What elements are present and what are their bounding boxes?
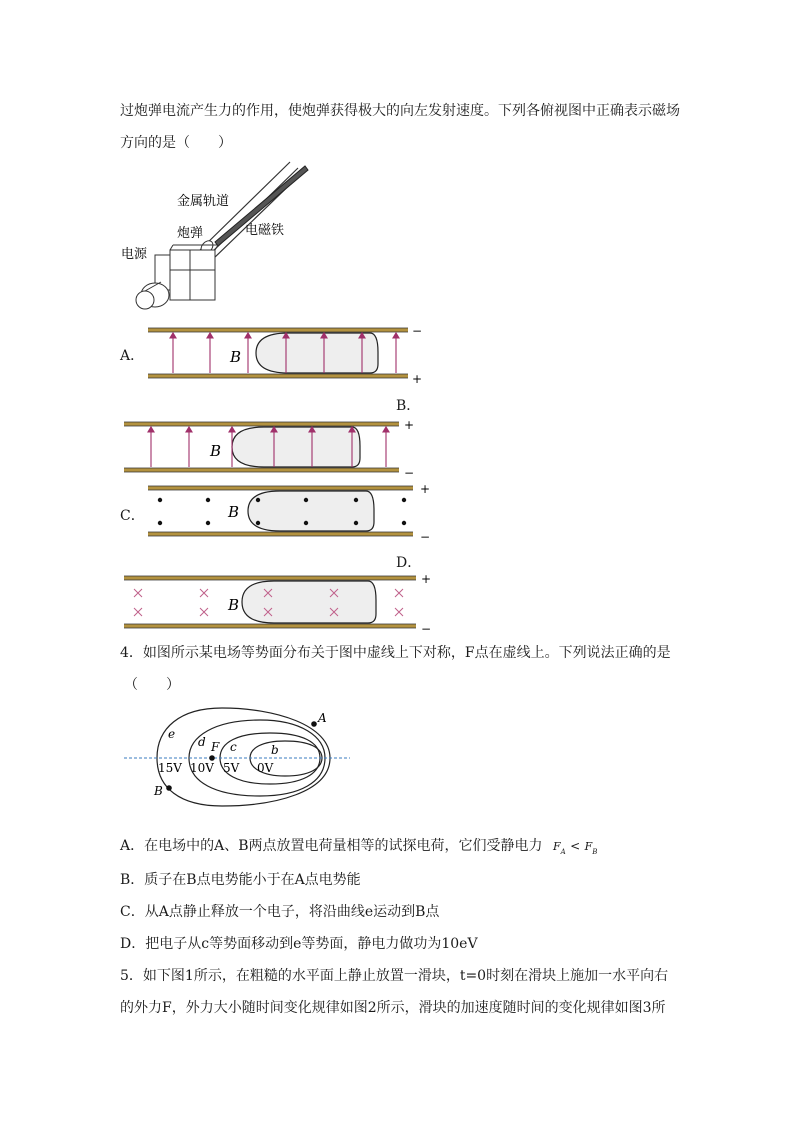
curve-b-label: b — [271, 743, 279, 757]
q3-option-a-label: A． — [120, 348, 145, 364]
sign-c-bottom: − — [420, 530, 431, 542]
point-b-label: B — [154, 784, 163, 798]
q4-option-b: B．质子在B点电势能小于在A点电势能 — [120, 872, 361, 888]
q3-option-b-label: B． — [396, 398, 421, 414]
sign-a-bottom: + — [412, 372, 423, 386]
q4-equipotential-figure — [120, 700, 360, 810]
field-label-d: B — [228, 596, 240, 614]
q4-stem-line2: （ ） — [124, 677, 180, 693]
sign-b-bottom: − — [404, 466, 415, 478]
voltage-15v: 15V — [158, 761, 182, 775]
q4-option-d: D．把电子从c等势面移动到e等势面，静电力做功为10eV — [120, 936, 478, 952]
q4-option-a-formula-f1: F — [552, 840, 561, 853]
q4-option-a-sub-a: A — [560, 847, 566, 856]
voltage-5v: 5V — [223, 761, 240, 775]
field-label-a: B — [230, 348, 242, 366]
point-a-label: A — [318, 711, 327, 725]
q3-option-c-figure — [148, 480, 438, 542]
q4-option-a-sub-b: B — [592, 847, 598, 856]
label-power: 电源 — [121, 247, 148, 262]
point-f-label: F — [211, 740, 220, 754]
railgun-device-figure — [115, 150, 315, 320]
curve-e-label: e — [168, 727, 176, 741]
sign-a-top: − — [412, 324, 423, 338]
sign-d-top: + — [421, 572, 432, 586]
q3-option-d-figure — [124, 570, 434, 636]
q3-option-a-figure — [148, 322, 428, 388]
label-projectile: 炮弹 — [177, 226, 204, 241]
sign-b-top: + — [404, 418, 415, 432]
field-label-c: B — [228, 503, 240, 521]
label-rail: 金属轨道 — [177, 194, 230, 209]
q4-option-a-lt: < — [570, 839, 581, 853]
q3-option-d-label: D． — [396, 555, 422, 571]
q3-stem-line2: 方向的是（ ） — [120, 135, 232, 151]
q5-stem-line1: 5．如下图1所示，在粗糙的水平面上静止放置一滑块，t=0时刻在滑块上施加一水平向右 — [120, 968, 669, 984]
q4-option-c: C．从A点静止释放一个电子，将沿曲线e运动到B点 — [120, 904, 440, 920]
q4-option-a-formula-f2: F — [584, 840, 593, 853]
voltage-10v: 10V — [190, 761, 214, 775]
sign-d-bottom: − — [421, 622, 432, 636]
field-label-b: B — [210, 442, 222, 460]
curve-d-label: d — [198, 735, 206, 749]
q4-option-a-text: A．在电场中的A、B两点放置电荷量相等的试探电荷，它们受静电力 — [120, 838, 543, 854]
voltage-0v: 0V — [257, 761, 274, 775]
sign-c-top: + — [420, 482, 431, 496]
q3-option-b-figure — [124, 416, 424, 478]
q3-option-c-label: C． — [120, 508, 145, 524]
q5-stem-line2: 的外力F，外力大小随时间变化规律如图2所示，滑块的加速度随时间的变化规律如图3所 — [120, 1000, 666, 1016]
q4-stem-line1: 4．如图所示某电场等势面分布关于图中虚线上下对称，F点在虚线上。下列说法正确的是 — [120, 645, 671, 661]
q4-option-a — [120, 836, 597, 862]
curve-c-label: c — [230, 740, 237, 754]
q3-stem-line1: 过炮弹电流产生力的作用，使炮弹获得极大的向左发射速度。下列各俯视图中正确表示磁场 — [120, 103, 680, 119]
label-magnet: 电磁铁 — [245, 223, 285, 238]
